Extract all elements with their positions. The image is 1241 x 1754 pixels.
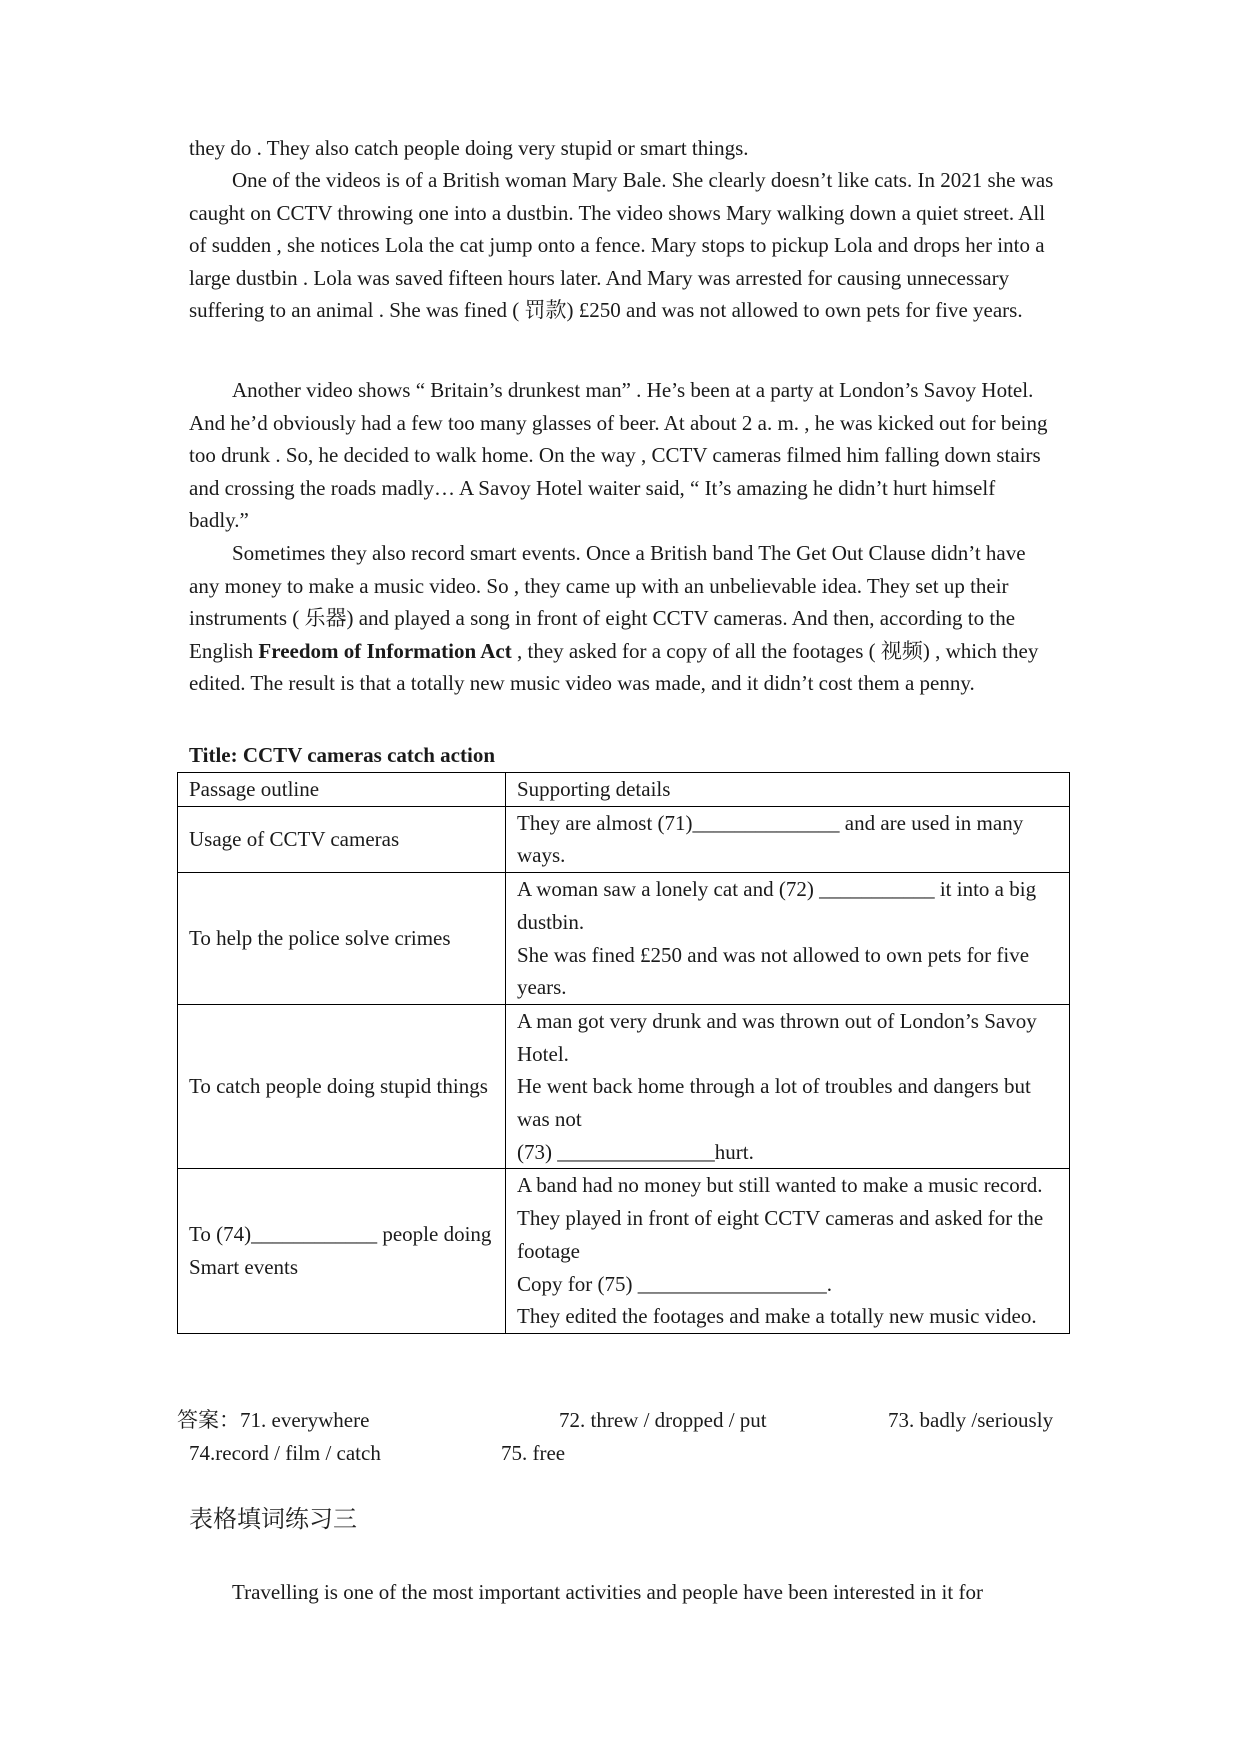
details-cell bbox=[506, 806, 1070, 872]
paragraph-intro-end bbox=[189, 132, 1059, 165]
outline-cell: To catch people doing stupid things bbox=[178, 1004, 506, 1169]
details-cell bbox=[506, 1169, 1070, 1334]
details-cell bbox=[506, 873, 1070, 1005]
detail-line: A woman saw a lonely cat and (72) ___________ it into a big dustbin. bbox=[517, 877, 1037, 934]
detail-line: A man got very drunk and was thrown out of London’s Savoy Hotel. bbox=[517, 1008, 1037, 1066]
table-header-row bbox=[178, 773, 1070, 807]
paragraph-smart-events bbox=[189, 537, 1059, 700]
header-supporting-details: Supporting details bbox=[506, 773, 1070, 807]
outline-cell: Usage of CCTV cameras bbox=[178, 806, 506, 872]
detail-line: Copy for (75) __________________. bbox=[517, 1271, 832, 1296]
detail-line: They edited the footages and make a totally new music video. bbox=[517, 1304, 1037, 1329]
detail-line: She was fined £250 and was not allowed to own pets for five years. bbox=[517, 942, 1030, 1000]
answer-74: 74.record / film / catch bbox=[189, 1440, 381, 1465]
table-row bbox=[178, 806, 1070, 872]
answer-71: 答案：71. everywhere bbox=[177, 1408, 370, 1432]
paragraph-text: they do . They also catch people doing very stupid or smart things. bbox=[189, 136, 749, 160]
paragraph-travelling bbox=[189, 1576, 1059, 1609]
answer-72: 72. threw / dropped / put bbox=[559, 1408, 767, 1432]
outline-line: To (74)____________ people doing bbox=[189, 1222, 492, 1247]
act-name-bold: Freedom of Information Act bbox=[258, 638, 512, 663]
paragraph-text: Travelling is one of the most important activities and people have been interested in it for bbox=[232, 1580, 983, 1604]
outline-table bbox=[177, 772, 1070, 1334]
table-title: Title: CCTV cameras catch action bbox=[189, 743, 495, 767]
paragraph-text: Another video shows “ Britain’s drunkest man” . He’s been at a party at London’s Savoy Hotel. And he’d obviously had a few too many glasses of beer. At about 2 a. m. , he was kicked out for being too drunk . So, he decided to walk home. On the way , CCTV cameras filmed him falling down stairs and crossing the roads madly… A Savoy Hotel waiter said, “ It’s amazing he didn’t hurt himself badly.” bbox=[189, 378, 1048, 533]
detail-line: They are almost (71)______________ and are used in many ways. bbox=[517, 810, 1024, 868]
detail-line: They played in front of eight CCTV cameras and asked for the footage bbox=[517, 1206, 1044, 1263]
answer-75: 75. free bbox=[501, 1440, 566, 1465]
details-cell bbox=[506, 1004, 1070, 1169]
table-row bbox=[178, 1004, 1070, 1169]
table-row bbox=[178, 873, 1070, 1005]
table-row bbox=[178, 1169, 1070, 1334]
section-heading: 表格填词练习三 bbox=[189, 1505, 357, 1533]
outline-cell bbox=[178, 1169, 506, 1334]
outline-line: Smart events bbox=[189, 1255, 299, 1280]
paragraph-text: One of the videos is of a British woman Mary Bale. She clearly doesn’t like cats. In 2021 she was caught on CCTV throwing one into a dustbin. The video shows Mary walking down a quiet street. All of sudden , she notices Lola the cat jump onto a fence. Mary stops to pickup Lola and drops her into a large dustbin . Lola was saved fifteen hours later. And Mary was arrested for causing unnecessary suffering to an animal . She was fined ( 罚款) £250 and was not allowed to own pets for five years. bbox=[189, 168, 1054, 323]
paragraph-drunkest-man bbox=[189, 374, 1059, 537]
header-passage-outline: Passage outline bbox=[178, 773, 506, 807]
detail-line: (73) _______________hurt. bbox=[517, 1139, 754, 1164]
paragraph-text: Sometimes they also record smart events. Once a British band The Get Out Clause didn’t have any money to make a music video. So , they came up with an unbelievable idea. They set up their instruments ( 乐器) and played a song in front of eight CCTV cameras. And then, according to the English bbox=[189, 541, 1026, 663]
paragraph-mary-bale bbox=[189, 164, 1059, 327]
detail-line: He went back home through a lot of troubles and dangers but was not bbox=[517, 1074, 1031, 1132]
paragraph-text: , they asked for a copy of all the footages ( 视频) , which they edited. The result is that a totally new music video was made, and it didn’t cost them a penny. bbox=[189, 638, 1039, 696]
answer-73: 73. badly /seriously bbox=[888, 1408, 1054, 1432]
outline-cell: To help the police solve crimes bbox=[178, 873, 506, 1005]
detail-line: A band had no money but still wanted to make a music record. bbox=[517, 1173, 1043, 1198]
